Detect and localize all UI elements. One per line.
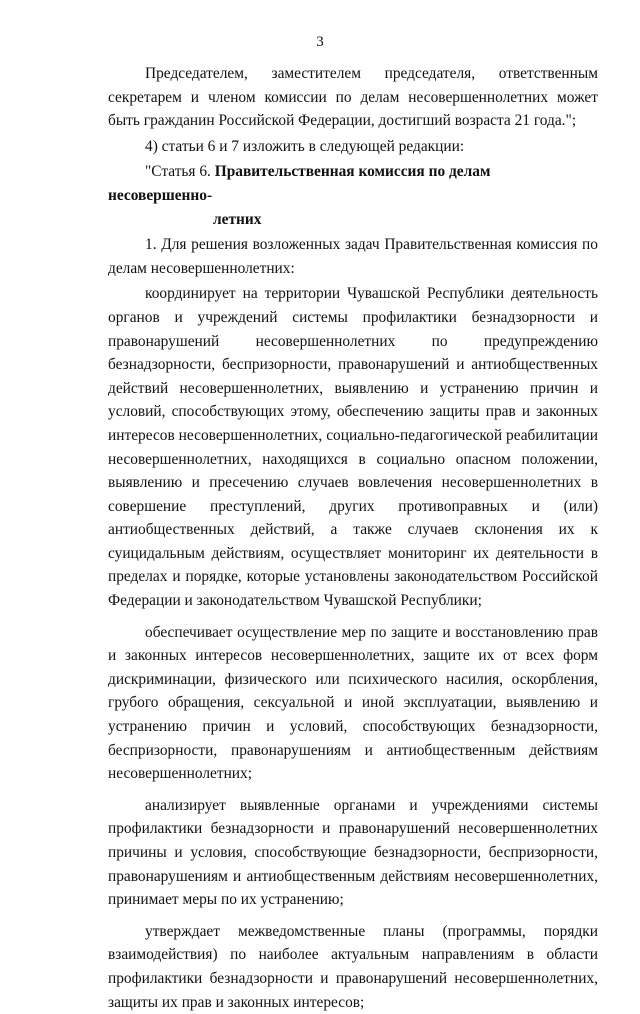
page-number: 3 bbox=[316, 34, 324, 50]
paragraph-coordinates: координирует на территории Чувашской Республики деятельность органов и учреждений системы профилактики безнадзорности и правонарушений несовершеннолетних по предупреждению безнадзорности, беспризорности, правонарушений и антиобщественных действий несовершеннолетних, выявлению и устранению причин и условий, способствующих этому, обеспечению защиты прав и законных интересов несовершеннолетних, социально-педагогической реабилитации несовершеннолетних, находящихся в социально опасном положении, выявлению и пресечению случаев вовлечения несовершеннолетних в совершение преступлений, других противоправных и (или) антиобщественных действий, а также случаев склонения их к суицидальным действиям, осуществляет мониторинг их деятельности в пределах и порядке, которые установлены законодательством Российской Федерации и законодательством Чувашской Республики; bbox=[108, 285, 598, 610]
paragraph-approves-plans: утверждает межведомственные планы (программы, порядки взаимодействия) по наиболее актуальным направлениям в области профилактики безнадзорности и правонарушений несовершеннолетних, защиты их прав и законных интересов; bbox=[108, 922, 598, 1011]
paragraph-clause-1: 1. Для решения возложенных задач Правительственная комиссия по делам несовершеннолетних: bbox=[108, 236, 598, 277]
article-6-title: Правительственная комиссия по делам несовершенно- bbox=[108, 163, 491, 204]
article-6-title-continuation: летних bbox=[213, 210, 262, 228]
paragraph-ensures-protection: обеспечивает осуществление мер по защите и восстановлению прав и законных интересов несовершеннолетних, защите их от всех форм дискриминации, физического или психического насилия, оскорбления, грубого обращения, сексуальной и иной эксплуатации, выявлению и устранению причин и условий, способствующих безнадзорности, беспризорности, правонарушениям и антиобщественным действиям несовершеннолетних; bbox=[108, 623, 598, 783]
paragraph-chairman-eligibility: Председателем, заместителем председателя, ответственным секретарем и членом комиссии по делам несовершеннолетних может быть гражданин Российской Федерации, достигший возраста 21 года."; bbox=[108, 65, 598, 130]
paragraph-amendment-item-4: 4) статьи 6 и 7 изложить в следующей редакции: bbox=[145, 137, 465, 155]
article-6-lead: "Статья 6. bbox=[145, 163, 215, 181]
paragraph-analyzes-causes: анализирует выявленные органами и учреждениями системы профилактики безнадзорности и правонарушений несовершеннолетних причины и условия, способствующие безнадзорности, беспризорности, правонарушениям и антиобщественным действиям несовершеннолетних, принимает меры по их устранению; bbox=[108, 796, 598, 909]
document-body bbox=[108, 62, 598, 1014]
article-6-heading bbox=[108, 160, 598, 207]
